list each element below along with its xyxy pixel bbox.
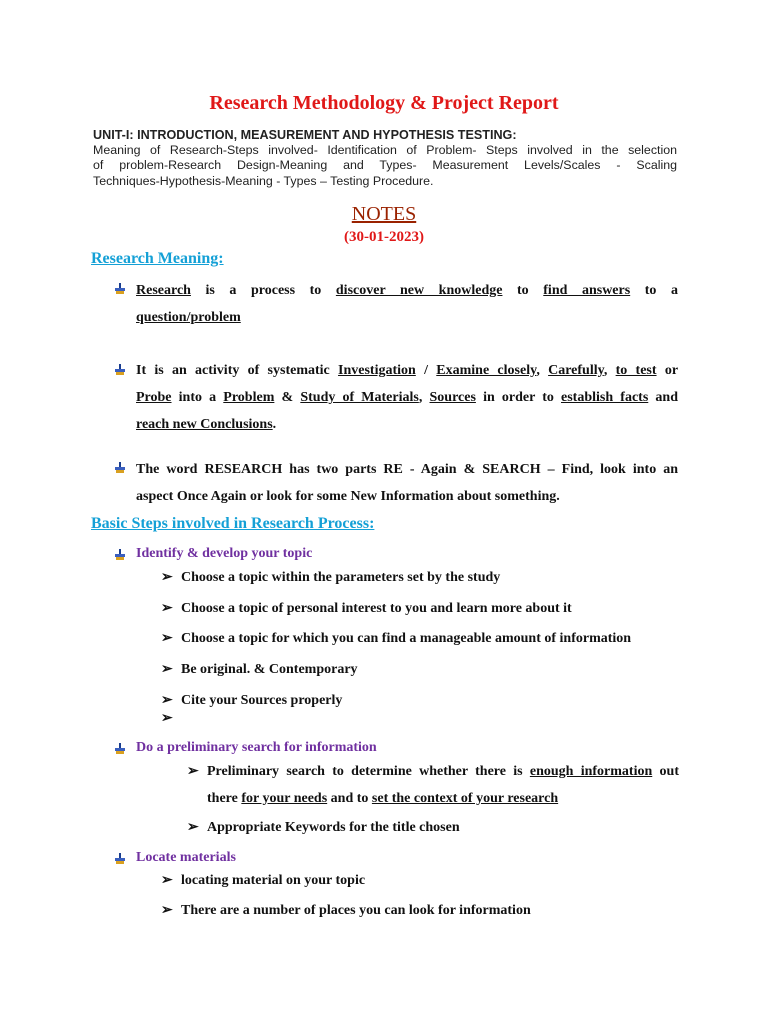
- arrowhead-bullet-icon: ➢: [161, 601, 173, 616]
- list-item: ➢ Cite your Sources properly: [161, 693, 343, 708]
- list-item: Preliminary search to determine whether there is enough information out there for your needs and to set the context of your research: [207, 764, 679, 806]
- list-item: ➢ Choose a topic within the parameters set by the study: [161, 570, 501, 585]
- section-heading-basic-steps: Basic Steps involved in Research Process:: [91, 515, 375, 532]
- hand-pointer-bullet-icon: [114, 853, 126, 865]
- hand-pointer-bullet-icon: [114, 549, 126, 561]
- step-locate-heading: Locate materials: [136, 850, 236, 865]
- unit-syllabus-line: of problem-Research Design-Meaning and Types- Measurement Levels/Scales - Scaling: [93, 158, 677, 173]
- hand-pointer-bullet-icon: [114, 364, 126, 376]
- unit-syllabus-block: [93, 128, 677, 189]
- hand-pointer-bullet-icon: [114, 283, 126, 295]
- list-item: ➢ There are a number of places you can look for information: [161, 903, 531, 918]
- arrowhead-bullet-icon: ➢: [161, 903, 173, 918]
- step-topic-heading: Identify & develop your topic: [136, 546, 313, 561]
- list-item: ➢ Be original. & Contemporary: [161, 662, 358, 677]
- arrowhead-bullet-icon: ➢: [187, 764, 199, 779]
- hand-pointer-bullet-icon: [114, 462, 126, 474]
- step-prelim-heading: Do a preliminary search for information: [136, 740, 377, 755]
- research-meaning-bullet-2: It is an activity of systematic Investigation / Examine closely, Carefully, to test or Probe into a Problem & Study of Materials, Sources in order to establish facts and reach new Conclusions.: [136, 363, 679, 432]
- arrowhead-bullet-icon: ➢: [161, 693, 173, 708]
- research-meaning-bullet-1: Research is a process to discover new knowledge to find answers to a question/problem: [136, 283, 678, 325]
- unit-syllabus-line: Meaning of Research-Steps involved- Identification of Problem- Steps involved in the selection: [93, 143, 677, 158]
- notes-date: (30-01-2023): [344, 229, 424, 245]
- arrowhead-bullet-icon: ➢: [161, 662, 173, 677]
- list-item-empty: [161, 710, 181, 727]
- unit-syllabus-line: Techniques-Hypothesis-Meaning - Types – Testing Procedure.: [93, 173, 434, 188]
- hand-pointer-bullet-icon: [114, 743, 126, 755]
- list-item: ➢ Choose a topic for which you can find a manageable amount of information: [161, 631, 632, 646]
- research-meaning-bullet-3: The word RESEARCH has two parts RE - Again & SEARCH – Find, look into an aspect Once Again or look for some New Information about something.: [136, 462, 678, 504]
- arrowhead-bullet-icon: ➢: [187, 820, 199, 835]
- list-item: ➢ Choose a topic of personal interest to you and learn more about it: [161, 601, 572, 616]
- arrowhead-bullet-icon: ➢: [161, 711, 173, 726]
- arrowhead-bullet-icon: ➢: [161, 873, 173, 888]
- arrowhead-bullet-icon: ➢: [161, 570, 173, 585]
- list-item: ➢ Appropriate Keywords for the title chosen: [187, 820, 460, 835]
- arrowhead-bullet-icon: ➢: [161, 631, 173, 646]
- section-heading-research-meaning: Research Meaning:: [91, 250, 224, 267]
- notes-heading: NOTES: [351, 203, 417, 225]
- unit-heading: UNIT-I: INTRODUCTION, MEASUREMENT AND HYPOTHESIS TESTING:: [93, 128, 517, 142]
- list-item: ➢ locating material on your topic: [161, 873, 366, 888]
- document-title: Research Methodology & Project Report: [209, 92, 559, 114]
